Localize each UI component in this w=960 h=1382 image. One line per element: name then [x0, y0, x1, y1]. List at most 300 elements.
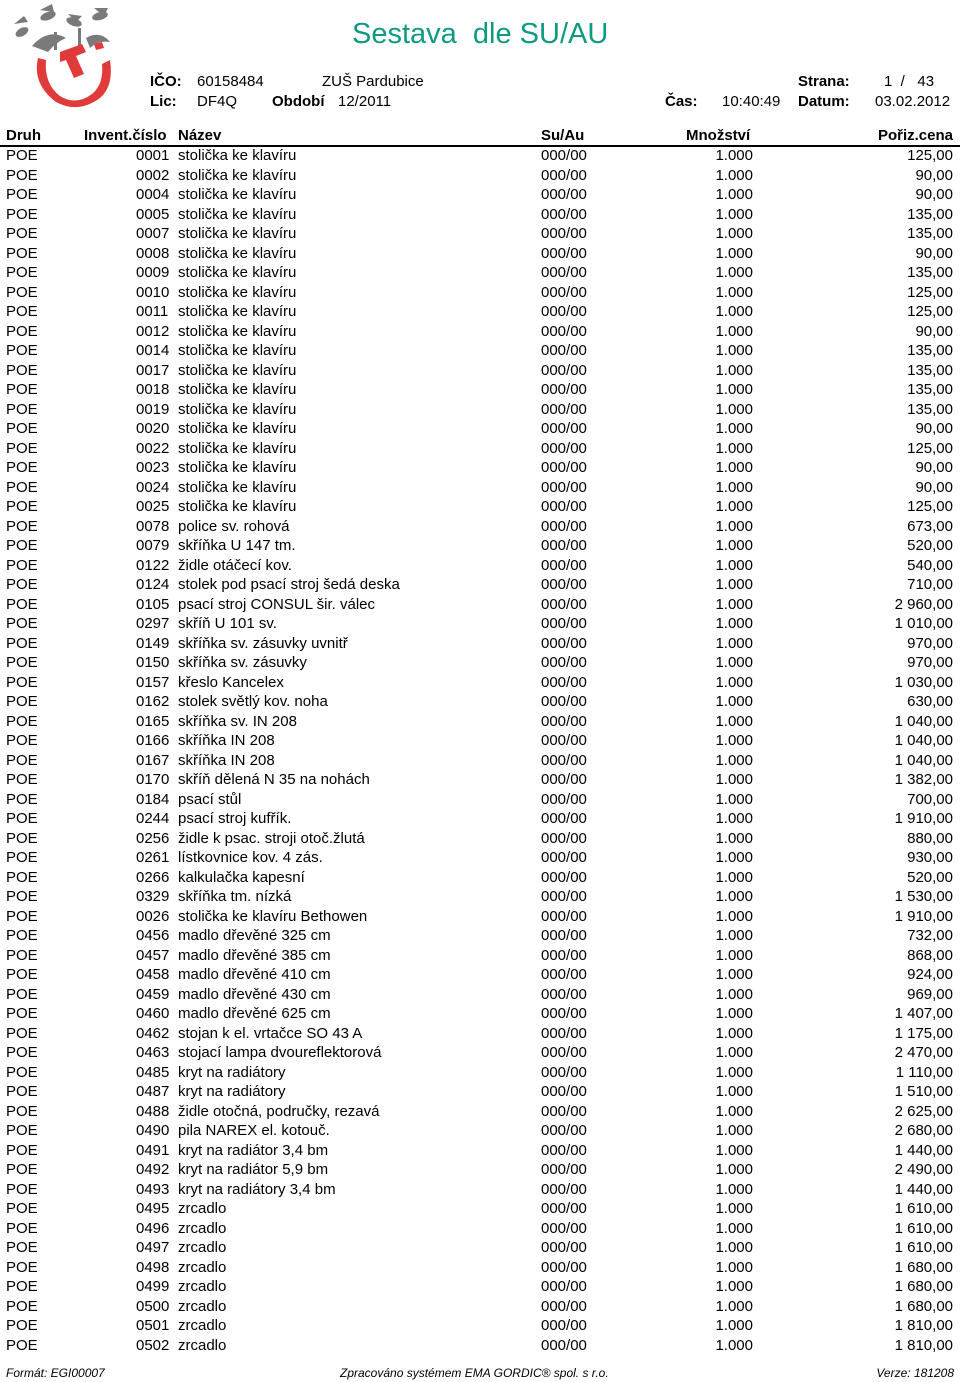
cell-price: 1 680,00: [894, 1297, 953, 1315]
cell-quantity: 1.000: [715, 322, 753, 340]
table-row: [0, 146, 960, 166]
cell-inventory: 0014: [136, 342, 170, 359]
cell-inventory: 0004: [136, 186, 170, 203]
cell-druh: POE: [6, 888, 38, 905]
cell-quantity: 1.000: [715, 810, 753, 827]
cell-quantity: 1.000: [715, 888, 753, 905]
cell-price: 2 625,00: [894, 1102, 953, 1120]
cell-price: 1 440,00: [894, 1141, 953, 1159]
table-row: [0, 712, 960, 732]
cell-su-au: 000/00: [541, 966, 587, 983]
cell-su-au: 000/00: [541, 1239, 587, 1256]
cell-inventory: 0501: [136, 1317, 170, 1334]
table-row: [0, 361, 960, 381]
col-name: Název: [178, 127, 222, 144]
cell-druh: POE: [6, 1024, 38, 1042]
cell-price: 1 040,00: [894, 751, 953, 769]
cell-quantity: 1.000: [715, 1317, 753, 1334]
table-row: [0, 595, 960, 615]
cell-su-au: 000/00: [541, 732, 587, 749]
cell-su-au: 000/00: [541, 907, 587, 925]
cell-price: 970,00: [907, 634, 953, 652]
cell-druh: POE: [6, 829, 38, 847]
table-row: [0, 322, 960, 342]
cell-su-au: 000/00: [541, 1141, 587, 1159]
cell-price: 90,00: [915, 459, 953, 476]
cell-quantity: 1.000: [715, 927, 753, 944]
period-label: Období: [272, 93, 325, 110]
cell-quantity: 1.000: [715, 1336, 753, 1354]
cell-name: stolička ke klavíru: [178, 225, 297, 242]
cell-name: psací stroj kufřík.: [178, 810, 292, 827]
cell-druh: POE: [6, 1161, 38, 1178]
cell-su-au: 000/00: [541, 205, 587, 223]
cell-name: skříňka sv. zásuvky uvnitř: [178, 634, 348, 652]
table-row: [0, 341, 960, 361]
cell-inventory: 0261: [136, 849, 170, 866]
cell-inventory: 0018: [136, 381, 170, 398]
table-row: [0, 517, 960, 537]
cell-name: skříň dělená N 35 na nohách: [178, 771, 370, 788]
cell-su-au: 000/00: [541, 1102, 587, 1120]
table-row: [0, 478, 960, 498]
cell-inventory: 0010: [136, 283, 170, 301]
footer-processed: Zpracováno systémem EMA GORDIC® spol. s r.o.: [340, 1366, 609, 1380]
table-row: [0, 731, 960, 751]
cell-quantity: 1.000: [715, 283, 753, 301]
cell-name: židle k psac. stroji otoč.žlutá: [178, 829, 365, 847]
table-row: [0, 1043, 960, 1063]
cell-name: psací stroj CONSUL šir. válec: [178, 595, 375, 613]
cell-quantity: 1.000: [715, 244, 753, 262]
cell-inventory: 0023: [136, 459, 170, 476]
cell-quantity: 1.000: [715, 849, 753, 866]
cell-name: stolička ke klavíru: [178, 400, 297, 418]
cell-inventory: 0297: [136, 615, 170, 632]
cell-inventory: 0496: [136, 1219, 170, 1237]
table-row: [0, 1024, 960, 1044]
cell-inventory: 0500: [136, 1297, 170, 1315]
cell-name: skříňka IN 208: [178, 751, 275, 769]
cell-su-au: 000/00: [541, 1161, 587, 1178]
cell-price: 135,00: [907, 361, 953, 379]
cell-inventory: 0165: [136, 712, 170, 730]
cell-price: 1 680,00: [894, 1278, 953, 1295]
table-row: [0, 1277, 960, 1297]
cell-su-au: 000/00: [541, 1044, 587, 1061]
cell-quantity: 1.000: [715, 1083, 753, 1100]
cell-su-au: 000/00: [541, 439, 587, 457]
cell-druh: POE: [6, 907, 38, 925]
cell-su-au: 000/00: [541, 1005, 587, 1022]
table-row: [0, 185, 960, 205]
cell-price: 125,00: [907, 283, 953, 301]
cell-druh: POE: [6, 654, 38, 671]
cell-quantity: 1.000: [715, 751, 753, 769]
cell-name: madlo dřevěné 625 cm: [178, 1005, 331, 1022]
table-row: [0, 829, 960, 849]
cell-quantity: 1.000: [715, 966, 753, 983]
table-row: [0, 1180, 960, 1200]
cell-name: skříňka tm. nízká: [178, 888, 292, 905]
cell-inventory: 0502: [136, 1336, 170, 1354]
cell-inventory: 0495: [136, 1200, 170, 1217]
cell-su-au: 000/00: [541, 712, 587, 730]
cell-name: zrcadlo: [178, 1219, 227, 1237]
cell-su-au: 000/00: [541, 1024, 587, 1042]
cell-price: 1 110,00: [895, 1063, 953, 1081]
cell-inventory: 0149: [136, 634, 170, 652]
cell-quantity: 1.000: [715, 1122, 753, 1139]
cell-druh: POE: [6, 303, 38, 320]
page-label: Strana:: [798, 73, 850, 90]
cell-price: 135,00: [907, 205, 953, 223]
cell-druh: POE: [6, 400, 38, 418]
cell-quantity: 1.000: [715, 147, 753, 164]
cell-su-au: 000/00: [541, 1180, 587, 1198]
cell-su-au: 000/00: [541, 615, 587, 632]
cell-su-au: 000/00: [541, 927, 587, 944]
table-body: [0, 146, 960, 1355]
table-row: [0, 1004, 960, 1024]
table-row: [0, 790, 960, 810]
table-row: [0, 1297, 960, 1317]
col-price: Pořiz.cena: [877, 127, 953, 144]
cell-druh: POE: [6, 1239, 38, 1256]
cell-quantity: 1.000: [715, 595, 753, 613]
cell-name: psací stůl: [178, 790, 242, 808]
cell-su-au: 000/00: [541, 400, 587, 418]
table-row: [0, 1199, 960, 1219]
cell-su-au: 000/00: [541, 478, 587, 496]
table-row: [0, 1141, 960, 1161]
cell-druh: POE: [6, 342, 38, 359]
cell-druh: POE: [6, 498, 38, 515]
cell-name: zrcadlo: [178, 1278, 227, 1295]
cell-inventory: 0329: [136, 888, 170, 905]
table-row: [0, 224, 960, 244]
table-row: [0, 1219, 960, 1239]
table-row: [0, 263, 960, 283]
cell-inventory: 0491: [136, 1141, 170, 1159]
page-value: 1 / 43: [884, 73, 935, 90]
table-row: [0, 166, 960, 186]
cell-quantity: 1.000: [715, 1063, 753, 1081]
ico-value: 60158484: [197, 73, 264, 90]
cell-inventory: 0150: [136, 654, 170, 671]
table-row: [0, 751, 960, 771]
cell-druh: POE: [6, 556, 38, 574]
cell-druh: POE: [6, 790, 38, 808]
cell-inventory: 0008: [136, 244, 170, 262]
cell-name: stolička ke klavíru: [178, 381, 297, 398]
cell-quantity: 1.000: [715, 829, 753, 847]
cell-quantity: 1.000: [715, 576, 753, 593]
cell-druh: POE: [6, 673, 38, 691]
cell-inventory: 0002: [136, 166, 170, 184]
table-row: [0, 283, 960, 303]
cell-druh: POE: [6, 946, 38, 964]
table-row: [0, 458, 960, 478]
lic-value: DF4Q: [197, 93, 238, 110]
cell-druh: POE: [6, 186, 38, 203]
date-label: Datum:: [798, 93, 850, 110]
cell-name: madlo dřevěné 410 cm: [178, 966, 331, 983]
table-row: [0, 1336, 960, 1356]
table-row: [0, 809, 960, 829]
cell-inventory: 0488: [136, 1102, 170, 1120]
cell-druh: POE: [6, 868, 38, 886]
cell-quantity: 1.000: [715, 1024, 753, 1042]
cell-name: madlo dřevěné 325 cm: [178, 927, 331, 944]
cell-name: stojací lampa dvoureflektorová: [178, 1044, 382, 1061]
cell-quantity: 1.000: [715, 1239, 753, 1256]
cell-quantity: 1.000: [715, 439, 753, 457]
school-logo-icon: [8, 2, 133, 117]
cell-name: stolek světlý kov. noha: [178, 693, 328, 710]
cell-su-au: 000/00: [541, 790, 587, 808]
cell-price: 90,00: [915, 244, 953, 262]
cell-su-au: 000/00: [541, 1122, 587, 1139]
cell-price: 135,00: [907, 381, 953, 398]
cell-name: skříňka U 147 tm.: [178, 537, 296, 554]
cell-price: 90,00: [915, 322, 953, 340]
cell-inventory: 0497: [136, 1239, 170, 1256]
cell-price: 520,00: [907, 868, 953, 886]
cell-price: 710,00: [907, 576, 953, 593]
cell-inventory: 0266: [136, 868, 170, 886]
cell-druh: POE: [6, 712, 38, 730]
cell-price: 125,00: [907, 147, 953, 164]
cell-su-au: 000/00: [541, 517, 587, 535]
table-row: [0, 868, 960, 888]
cell-price: 732,00: [907, 927, 953, 944]
cell-druh: POE: [6, 1044, 38, 1061]
cell-price: 2 680,00: [894, 1122, 953, 1139]
cell-name: kryt na radiátor 5,9 bm: [178, 1161, 329, 1178]
cell-su-au: 000/00: [541, 361, 587, 379]
cell-inventory: 0498: [136, 1258, 170, 1276]
cell-quantity: 1.000: [715, 985, 753, 1003]
cell-price: 1 910,00: [894, 907, 953, 925]
table-row: [0, 946, 960, 966]
cell-su-au: 000/00: [541, 576, 587, 593]
cell-quantity: 1.000: [715, 732, 753, 749]
cell-quantity: 1.000: [715, 225, 753, 242]
cell-inventory: 0011: [136, 303, 169, 320]
cell-name: kryt na radiátory: [178, 1083, 286, 1100]
cell-druh: POE: [6, 1122, 38, 1139]
period-value: 12/2011: [338, 93, 392, 110]
cell-price: 924,00: [907, 966, 953, 983]
col-quantity: Množství: [686, 127, 751, 144]
table-row: [0, 887, 960, 907]
cell-price: 135,00: [907, 264, 953, 281]
cell-inventory: 0025: [136, 498, 170, 515]
cell-name: lístkovnice kov. 4 zás.: [178, 849, 323, 866]
cell-quantity: 1.000: [715, 381, 753, 398]
cell-name: stolička ke klavíru: [178, 498, 297, 515]
cell-quantity: 1.000: [715, 556, 753, 574]
cell-inventory: 0184: [136, 790, 170, 808]
cell-quantity: 1.000: [715, 498, 753, 515]
cell-name: zrcadlo: [178, 1200, 227, 1217]
cell-quantity: 1.000: [715, 205, 753, 223]
cell-name: skříň U 101 sv.: [178, 615, 277, 632]
cell-quantity: 1.000: [715, 342, 753, 359]
cell-name: kryt na radiátory: [178, 1063, 286, 1081]
cell-price: 90,00: [915, 186, 953, 203]
cell-druh: POE: [6, 1317, 38, 1334]
cell-name: stolička ke klavíru: [178, 147, 297, 164]
cell-quantity: 1.000: [715, 1102, 753, 1120]
cell-name: zrcadlo: [178, 1297, 227, 1315]
cell-quantity: 1.000: [715, 537, 753, 554]
cell-druh: POE: [6, 849, 38, 866]
time-value: 10:40:49: [722, 93, 781, 110]
table-row: [0, 419, 960, 439]
cell-price: 90,00: [915, 420, 953, 437]
cell-druh: POE: [6, 1258, 38, 1276]
cell-inventory: 0122: [136, 556, 170, 574]
cell-inventory: 0170: [136, 771, 170, 788]
cell-druh: POE: [6, 927, 38, 944]
table-row: [0, 244, 960, 264]
cell-druh: POE: [6, 244, 38, 262]
cell-druh: POE: [6, 732, 38, 749]
cell-druh: POE: [6, 478, 38, 496]
cell-su-au: 000/00: [541, 166, 587, 184]
cell-inventory: 0463: [136, 1044, 170, 1061]
cell-inventory: 0244: [136, 810, 170, 827]
cell-inventory: 0024: [136, 478, 170, 496]
cell-price: 1 810,00: [894, 1317, 953, 1334]
cell-druh: POE: [6, 1278, 38, 1295]
table-row: [0, 302, 960, 322]
cell-price: 135,00: [907, 400, 953, 418]
cell-inventory: 0157: [136, 673, 170, 691]
cell-inventory: 0487: [136, 1083, 170, 1100]
cell-price: 1 910,00: [894, 810, 953, 827]
cell-druh: POE: [6, 595, 38, 613]
cell-su-au: 000/00: [541, 283, 587, 301]
ico-label: IČO:: [150, 73, 182, 90]
table-row: [0, 634, 960, 654]
cell-name: stolička ke klavíru: [178, 459, 297, 476]
cell-quantity: 1.000: [715, 1044, 753, 1061]
cell-inventory: 0162: [136, 693, 170, 710]
cell-su-au: 000/00: [541, 751, 587, 769]
cell-su-au: 000/00: [541, 1297, 587, 1315]
cell-price: 540,00: [907, 556, 953, 574]
cell-druh: POE: [6, 361, 38, 379]
cell-price: 673,00: [907, 517, 953, 535]
cell-su-au: 000/00: [541, 225, 587, 242]
cell-su-au: 000/00: [541, 849, 587, 866]
col-inventory: Invent.číslo: [84, 127, 167, 144]
cell-druh: POE: [6, 1297, 38, 1315]
cell-price: 930,00: [907, 849, 953, 866]
cell-su-au: 000/00: [541, 264, 587, 281]
cell-quantity: 1.000: [715, 693, 753, 710]
cell-price: 1 030,00: [894, 673, 953, 691]
cell-name: stolička ke klavíru: [178, 244, 297, 262]
cell-name: stolička ke klavíru: [178, 361, 297, 379]
table-row: [0, 1102, 960, 1122]
cell-su-au: 000/00: [541, 829, 587, 847]
cell-name: skříňka IN 208: [178, 732, 275, 749]
cell-price: 1 382,00: [894, 771, 953, 788]
cell-inventory: 0256: [136, 829, 170, 847]
cell-su-au: 000/00: [541, 1083, 587, 1100]
cell-price: 1 407,00: [894, 1005, 953, 1022]
cell-price: 1 440,00: [894, 1180, 953, 1198]
cell-name: zrcadlo: [178, 1336, 227, 1354]
cell-su-au: 000/00: [541, 1258, 587, 1276]
cell-druh: POE: [6, 634, 38, 652]
cell-druh: POE: [6, 283, 38, 301]
cell-inventory: 0005: [136, 205, 170, 223]
cell-su-au: 000/00: [541, 459, 587, 476]
table-row: [0, 926, 960, 946]
cell-druh: POE: [6, 459, 38, 476]
col-druh: Druh: [6, 127, 41, 144]
cell-name: madlo dřevěné 430 cm: [178, 985, 331, 1003]
table-row: [0, 1063, 960, 1083]
cell-quantity: 1.000: [715, 634, 753, 652]
cell-name: stolička ke klavíru Bethowen: [178, 907, 368, 925]
cell-druh: POE: [6, 771, 38, 788]
table-row: [0, 205, 960, 225]
cell-su-au: 000/00: [541, 673, 587, 691]
cell-price: 135,00: [907, 225, 953, 242]
footer-format: Formát: EGI00007: [6, 1366, 105, 1380]
table-row: [0, 1238, 960, 1258]
cell-druh: POE: [6, 225, 38, 242]
cell-su-au: 000/00: [541, 1336, 587, 1354]
table-row: [0, 575, 960, 595]
cell-quantity: 1.000: [715, 517, 753, 535]
cell-su-au: 000/00: [541, 537, 587, 554]
table-row: [0, 985, 960, 1005]
table-row: [0, 653, 960, 673]
cell-name: zrcadlo: [178, 1239, 227, 1256]
cell-druh: POE: [6, 264, 38, 281]
cell-price: 1 010,00: [894, 615, 953, 632]
cell-druh: POE: [6, 1200, 38, 1217]
table-row: [0, 536, 960, 556]
cell-druh: POE: [6, 537, 38, 554]
cell-inventory: 0457: [136, 946, 170, 964]
cell-quantity: 1.000: [715, 673, 753, 691]
cell-su-au: 000/00: [541, 186, 587, 203]
cell-quantity: 1.000: [715, 907, 753, 925]
table-row: [0, 1121, 960, 1141]
cell-name: pila NAREX el. kotouč.: [178, 1122, 330, 1139]
cell-su-au: 000/00: [541, 888, 587, 905]
table-row: [0, 673, 960, 693]
cell-name: madlo dřevěné 385 cm: [178, 946, 331, 964]
cell-price: 1 680,00: [894, 1258, 953, 1276]
cell-druh: POE: [6, 810, 38, 827]
cell-price: 1 610,00: [894, 1200, 953, 1217]
cell-quantity: 1.000: [715, 1200, 753, 1217]
cell-su-au: 000/00: [541, 946, 587, 964]
cell-price: 1 175,00: [894, 1024, 953, 1042]
cell-inventory: 0026: [136, 907, 170, 925]
cell-druh: POE: [6, 381, 38, 398]
cell-druh: POE: [6, 576, 38, 593]
